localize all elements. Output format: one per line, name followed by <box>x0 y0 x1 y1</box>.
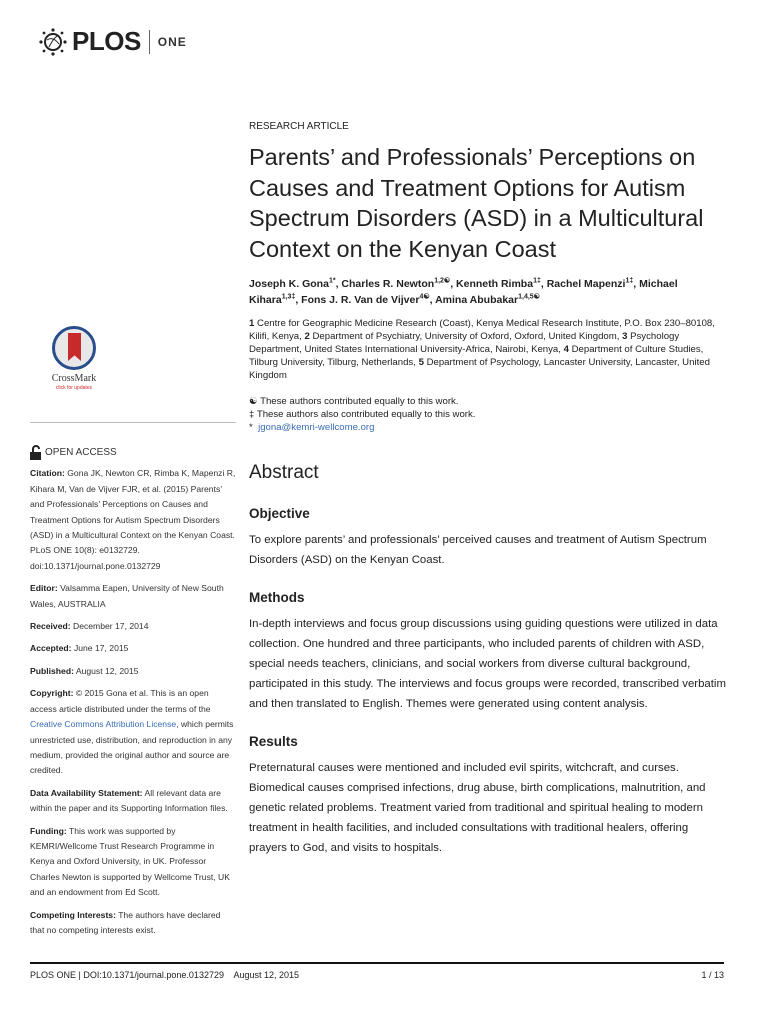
author-affiliation-marks: 1* <box>328 277 336 285</box>
abstract <box>249 462 729 858</box>
affiliation-text: Psychology Department, United States International University-Africa, Nairobi, Kenya, <box>249 331 680 355</box>
affiliation-number: 5 <box>418 357 424 368</box>
affiliation-number: 2 <box>304 331 310 342</box>
received-date: December 17, 2014 <box>73 621 149 632</box>
funding <box>30 824 236 901</box>
affiliation <box>304 331 622 342</box>
crossmark-sub: click for updates <box>55 385 93 391</box>
affiliation-text: Centre for Geographic Medicine Research (Coast), Kenya Medical Research Institute, P.O. Box 230–80108, Kilifi, Kenya, <box>249 318 715 342</box>
author-name: Rachel Mapenzi <box>546 278 626 290</box>
author-affiliation-marks: 1,4,5☯ <box>518 293 540 301</box>
author-name: Charles R. Newton <box>341 278 435 290</box>
data-label: Data Availability Statement: <box>30 787 143 798</box>
logo-separator <box>149 30 150 54</box>
side-column <box>30 326 236 945</box>
corr-mark: * <box>249 422 253 433</box>
methods-heading: Methods <box>249 590 305 605</box>
data-text: All relevant data are within the paper and its Supporting Information files. <box>30 787 228 814</box>
author-affiliation-marks: 4☯ <box>419 293 430 301</box>
results-heading: Results <box>249 734 298 749</box>
author <box>341 278 450 290</box>
equal-contribution-note: ☯ These authors contributed equally to this work. <box>249 396 459 407</box>
competing-label: Competing Interests: <box>30 909 116 920</box>
license-link[interactable]: Creative Commons Attribution License <box>30 719 177 730</box>
article-info-sidebar <box>30 445 236 938</box>
affiliation-text: Department of Psychology, Lancaster University, Lancaster, United Kingdom <box>249 357 710 381</box>
author-name: Fons J. R. Van de Vijver <box>301 294 420 306</box>
author-name: Joseph K. Gona <box>249 278 329 290</box>
plos-globe-icon <box>38 27 68 57</box>
footer-citation: PLOS ONE | DOI:10.1371/journal.pone.0132729 August 12, 2015 <box>30 970 300 980</box>
logo-one: ONE <box>157 34 187 49</box>
abstract-heading: Abstract <box>249 462 319 483</box>
author-affiliation-marks: 1,2☯ <box>434 277 451 285</box>
accepted-label: Accepted: <box>30 643 72 654</box>
email-link[interactable]: jgona@kemri-wellcome.org <box>258 422 375 433</box>
author <box>301 294 429 306</box>
objective-text: To explore parents’ and professionals’ perceived causes and treatment of Autism Spectrum Disorders (ASD) on the Kenyan Coast. <box>249 534 707 566</box>
objective-heading: Objective <box>249 506 310 521</box>
results-text: Preternatural causes were mentioned and included evil spirits, witchcraft, and curses. Biomedical causes comprised infections, drug abuse, birth complications, malnutrition, and genetic related problems. Treatment varied from traditional and spiritual healing to modern treatment in health facilities, and included consultations with traditional healers, offering prayers to God, and visits to hospitals. <box>249 762 706 854</box>
copyright <box>30 686 236 778</box>
author-notes <box>249 395 729 434</box>
author-affiliation-marks: 1‡ <box>625 277 634 285</box>
crossmark-label: CrossMark <box>51 373 97 384</box>
open-lock-icon <box>30 445 42 460</box>
author <box>456 278 541 290</box>
competing-interests <box>30 908 236 939</box>
author-affiliation-marks: 1‡ <box>533 277 541 285</box>
accepted <box>30 641 236 656</box>
affiliation-text: Department of Psychiatry, University of Oxford, Oxford, United Kingdom, <box>309 331 623 342</box>
corresponding-author <box>249 421 729 434</box>
author-list: Joseph K. Gona$^{1*}$, Charles R. Newton$^{1,2☯}$, Kenneth Rimba$^{1\ddagger}$, Rachel Mapenzi$^{1\ddagger}$, Michael Kihara$^{1,3\ddagger}$, Fons J. R. Van de Vijver$^{4☯}$, Amina Abubakar$^{1,4,5☯}$ <box>249 277 678 306</box>
affiliations <box>249 317 729 382</box>
accepted-date: June 17, 2015 <box>73 643 129 654</box>
affiliation-number: 4 <box>563 344 569 355</box>
received-label: Received: <box>30 621 71 632</box>
editor-text: Valsamma Eapen, University of New South Wales, AUSTRALIA <box>30 583 224 609</box>
funding-label: Funding: <box>30 825 67 836</box>
methods-text: In-depth interviews and focus group discussions using guiding questions were utilized in data collection. One hundred and three participants, who included parents of children with ASD, special needs teachers, clinicians, and social workers from diverse cultural background, participated in this study. The interviews and focus groups were recorded, transcribed verbatim and then translated to English. Themes were generated using content analysis. <box>249 618 726 710</box>
published-label: Published: <box>30 665 74 676</box>
plos-one-logo <box>38 26 187 57</box>
page-footer <box>30 970 724 980</box>
author <box>547 278 634 290</box>
crossmark-badge[interactable] <box>44 326 104 392</box>
author <box>435 294 540 306</box>
crossmark-icon <box>52 326 96 370</box>
main-column <box>249 121 729 878</box>
copyright-text: © 2015 Gona et al. This is an open access article distributed under the terms of the <box>30 688 211 714</box>
article-type: RESEARCH ARTICLE <box>249 121 349 132</box>
author-name: Kenneth Rimba <box>456 278 534 290</box>
sidebar-divider <box>30 422 236 423</box>
citation-text: Gona JK, Newton CR, Rimba K, Mapenzi R, Kihara M, Van de Vijver FJR, et al. (2015) Parents’ and Professionals’ Perceptions on Causes and Treatment Options for Autism Spectrum Disorders (ASD) in a Multicultural Context on the Kenyan Coast. PLoS ONE 10(8): e0132729. doi:10.1371/journal.pone.0132729 <box>30 468 236 571</box>
article-title: Parents’ and Professionals’ Perceptions on Causes and Treatment Options for Autism Spectrum Disorders (ASD) in a Multicultural Context on the Kenyan Coast <box>249 144 704 262</box>
footer-rule <box>30 962 724 964</box>
editor-label: Editor: <box>30 583 58 594</box>
author <box>249 278 336 290</box>
citation-label: Citation: <box>30 468 65 479</box>
published <box>30 664 236 679</box>
copyright-text-end: , which permits unrestricted use, distribution, and reproduction in any medium, provided the original author and source are credited. <box>30 719 234 776</box>
published-date: August 12, 2015 <box>75 665 139 676</box>
author-name: Amina Abubakar <box>435 294 519 306</box>
author-affiliation-marks: 1,3‡ <box>281 293 296 301</box>
open-access-label: OPEN ACCESS <box>45 447 117 458</box>
also-equal-note: ‡ These authors also contributed equally to this work. <box>249 409 476 420</box>
logo-plos: PLOS <box>72 26 141 56</box>
affiliation-number: 1 <box>249 318 255 329</box>
competing-text: The authors have declared that no competing interests exist. <box>30 909 221 935</box>
affiliation-number: 3 <box>622 331 628 342</box>
citation <box>30 466 236 574</box>
affiliation-text: Department of Culture Studies, Tilburg University, Tilburg, Netherlands, <box>249 344 704 368</box>
page-number: 1 / 13 <box>701 970 724 980</box>
copyright-label: Copyright: <box>30 688 74 699</box>
funding-text: This work was supported by KEMRI/Wellcome Trust Research Programme in Kenya and Oxford University, in UK. Professor Charles Newton is supported by Wellcome Trust, UK and an endowment from Ed Scott. <box>30 825 230 898</box>
open-access-badge <box>30 445 236 460</box>
received <box>30 619 236 634</box>
data-availability <box>30 786 236 817</box>
editor <box>30 581 236 612</box>
author-name: Michael Kihara <box>249 278 678 306</box>
